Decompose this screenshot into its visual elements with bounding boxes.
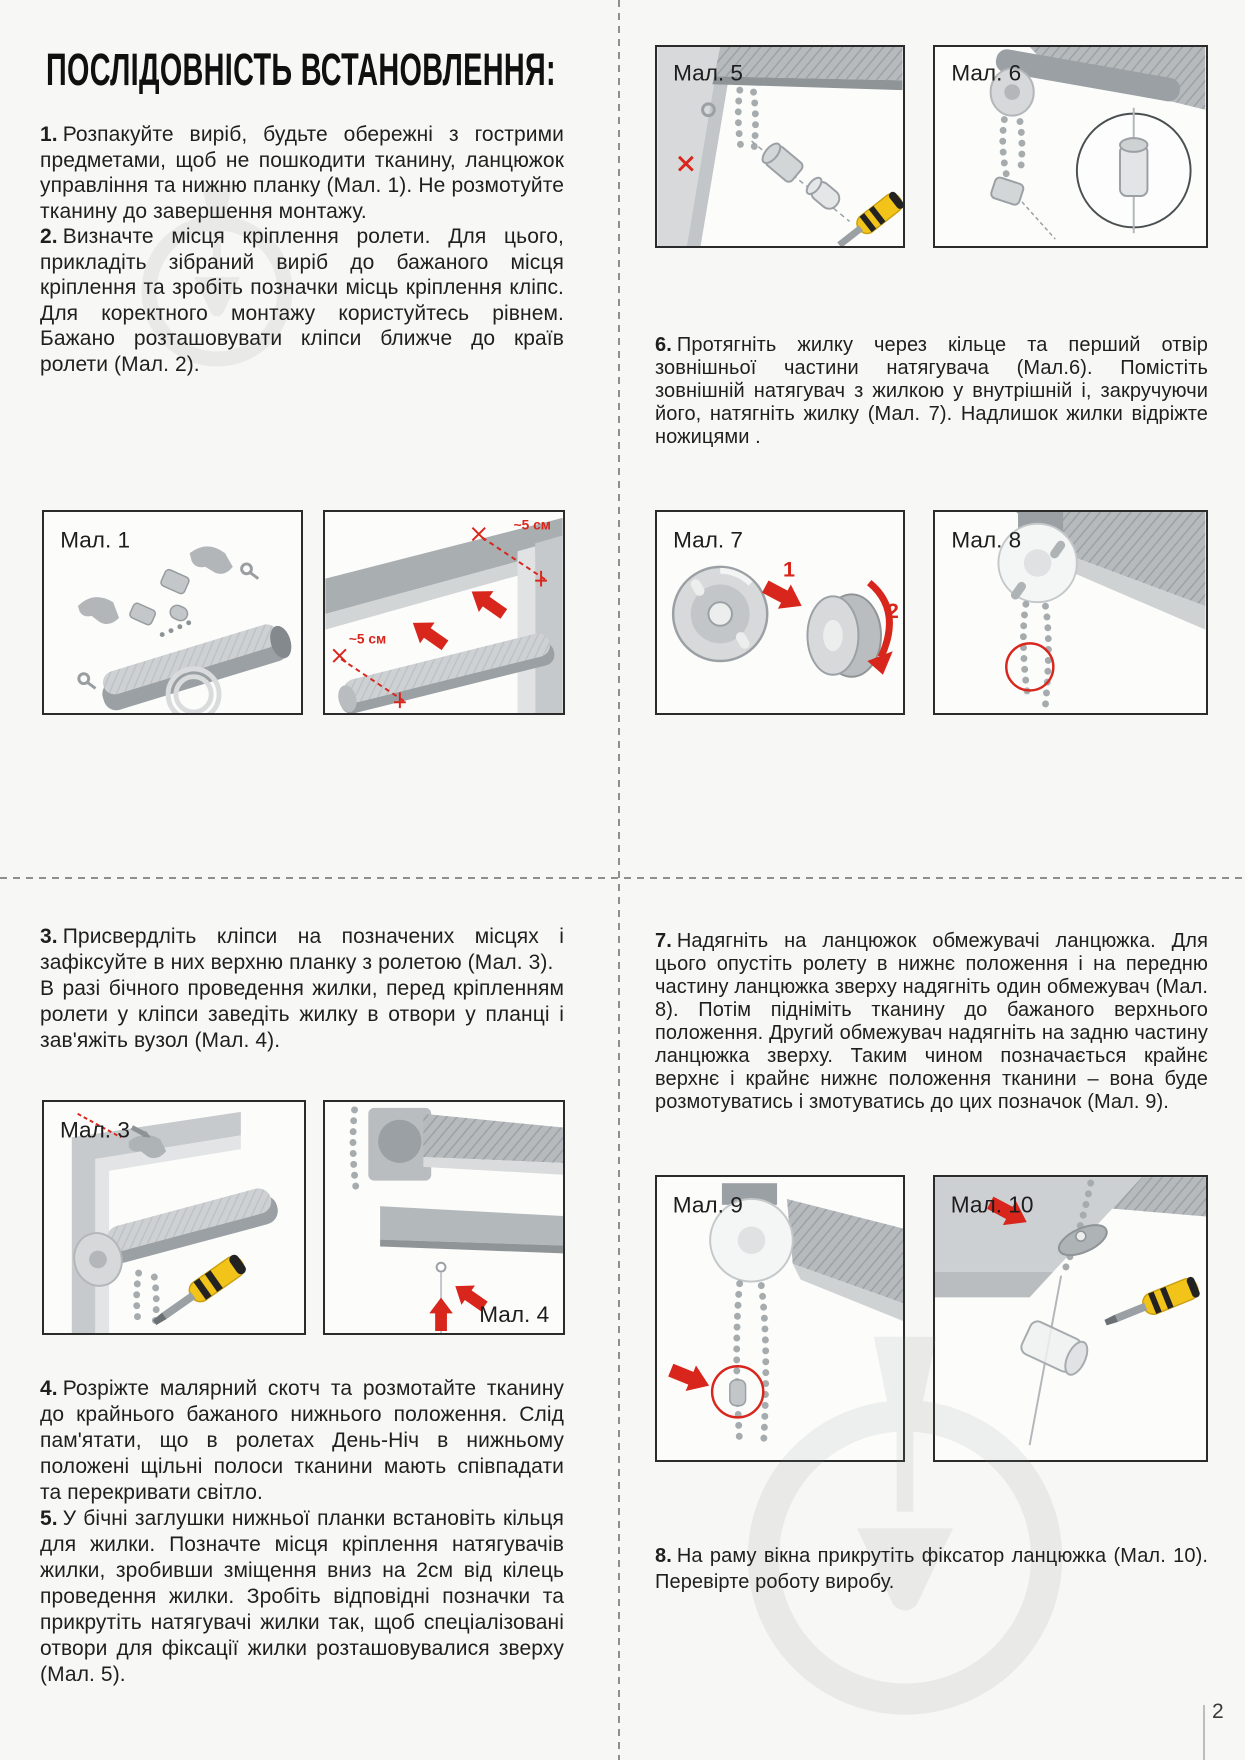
step-1-number: 1. [40,123,58,146]
page-number: 2 [1212,1700,1224,1723]
figure-4-label: Мал. 4 [479,1302,550,1328]
bead-chain [1003,120,1007,175]
tensioner-assembly-illustration [673,567,893,677]
figure-2-box [323,510,565,715]
step-2-number: 2. [40,225,58,248]
step-3-block [40,924,564,1054]
figure-1-label: Мал. 1 [60,527,131,553]
figure-5-label: Мал. 5 [673,60,743,86]
figure-4-box [323,1100,565,1335]
step-4-number: 4. [40,1377,58,1400]
figure-9-label: Мал. 9 [672,1192,743,1218]
figure-6-box [933,45,1208,248]
step-3-paragraph [40,924,564,976]
step-5-number: 5. [40,1507,58,1530]
bottom-bar-closeup-illustration [353,1108,563,1333]
step-8-paragraph [655,1543,1208,1595]
steps-4-5-block [40,1376,564,1688]
callout-2: 2 [886,597,899,623]
bead-chain [353,1110,357,1193]
screwdriver-icon [1101,1276,1200,1333]
page-title: ПОСЛІДОВНІСТЬ ВСТАНОВЛЕННЯ: [46,44,556,95]
measure-label-top: ~5 см [513,517,551,533]
step-7-number: 7. [655,930,672,952]
figure-6-label: Мал. 6 [951,60,1022,86]
bead-chain [1020,122,1022,175]
bead-chain [1045,606,1048,704]
step-1-text: Розпакуйте виріб, будьте обережні з гострими предметами, щоб не пошкодити тканину, ланцюжок управління та нижню планку (Мал. 1). Не розмотуйте тканину до завершення монтажу. [40,123,564,223]
bead-chain [737,1284,740,1443]
step-4-text: Розріжте малярний скотч та розмотайте тканину до крайнього бажаного нижнього положення. Слід пам'ятати, що в ролетах День-Ніч в нижньому положені щільні полоси тканини мають співпадати та перекривати світло. [40,1377,564,1504]
measure-label-left: ~5 см [348,631,387,647]
bead-chain [1023,604,1027,698]
figure-7-box [655,510,905,715]
step-6-paragraph [655,334,1208,449]
figure-3-box [42,1100,306,1335]
bead-chain [137,1273,139,1326]
red-highlight-circle [1006,643,1053,690]
red-arrow [666,1357,715,1398]
figure-7-label: Мал. 7 [673,527,743,553]
page-number-divider [1203,1705,1205,1760]
step-8-number: 8. [655,1545,672,1567]
cut-line-vertical [618,0,620,1760]
figure-3-label: Мал. 3 [59,1117,130,1143]
steps-1-2-block [40,122,564,377]
step-8-block [655,1543,1208,1595]
mounting-illustration [68,1112,285,1333]
bead-chain [738,90,742,153]
step-7-paragraph [655,930,1208,1114]
step-6-text: Протягніть жилку через кільце та перший отвір зовнішньої частини натягувача (Мал.6). Помістіть зовнішній натягувач з жилкою у внутрішній і, закручуючи його, натягніть жилку (Мал. 7). Надлишок жилки відріжте ножицями . [655,334,1208,448]
step-1-paragraph [40,122,564,224]
step-7-text: Надягніть на ланцюжок обмежувачі ланцюжка. Для цього опустіть ролету в нижнє положення і на передню частину ланцюжка зверху надягніть один обмежувач (Мал. 8). Потім підніміть тканину до бажаного верхнього положення. Другий обмежувач надягніть на задню частину ланцюжка зверху. Таким чином позначається крайнє верхнє і крайнє нижнє положення тканини – вона буде розмотуватись і змотуватись до цих позначок (Мал. 9). [655,930,1208,1113]
callout-1: 1 [782,556,795,582]
step-4-paragraph [40,1376,564,1506]
figure-8-label: Мал. 8 [951,527,1022,553]
figure-9-box [655,1175,905,1462]
figure-10-label: Мал. 10 [950,1191,1034,1218]
tensioner-thread-illustration [990,47,1205,239]
screwdriver-icon [148,1253,247,1332]
step-3-paragraph-2 [40,976,564,1054]
bead-chain [761,1286,765,1449]
screwdriver-icon [833,190,903,246]
step-3-number: 3. [40,925,58,948]
window-frame-illustration [325,518,562,713]
step-7-block [655,930,1208,1114]
figure-5-box [655,45,905,248]
figure-8-box [933,510,1208,715]
cut-line-horizontal [0,877,1245,879]
step-2-text: Визначте місця кріплення ролети. Для цього, прикладіть зібраний виріб до бажаного місця кріплення та зробіть позначки місць кріплення кліпс. Для коректного монтажу користуйтесь рівнем. Бажано розташовувати кліпси ближче до країв ролети (Мал. 2). [40,225,564,376]
step-6-block [655,334,1208,449]
chain-limit-illustration [666,1183,903,1449]
step-2-paragraph [40,224,564,377]
step-5-paragraph [40,1506,564,1688]
step-5-text: У бічні заглушки нижньої планки встановіть кільця для жилки. Позначте місця кріплення натягувачів жилки, зробивши зміщення вниз на 2см від кілець проведення жилки. Зробіть відповідні позначки та прикрутіть натягувачі жилки так, щоб спеціалізовані отвори для фіксації жилки розташовувалися зверху (Мал. 5). [40,1507,564,1686]
exploded-parts-illustration [78,546,295,713]
chain-stopper-illustration [998,512,1205,704]
step-3-text: Присвердліть кліпси на позначених місцях і зафіксуйте в них верхню планку з ролетою (Мал. 3). [40,925,564,974]
step-8-text: На раму вікна прикрутіть фіксатор ланцюжка (Мал. 10). Перевірте роботу виробу. [655,1545,1208,1593]
figure-1-box [42,510,303,715]
step-6-number: 6. [655,334,672,356]
figure-10-box [933,1175,1208,1462]
step-3-text-2: В разі бічного проведення жилки, перед кріпленням ролети у кліпси заведіть жилку в отвори у планці і зав'яжіть вузол (Мал. 4). [40,977,564,1052]
